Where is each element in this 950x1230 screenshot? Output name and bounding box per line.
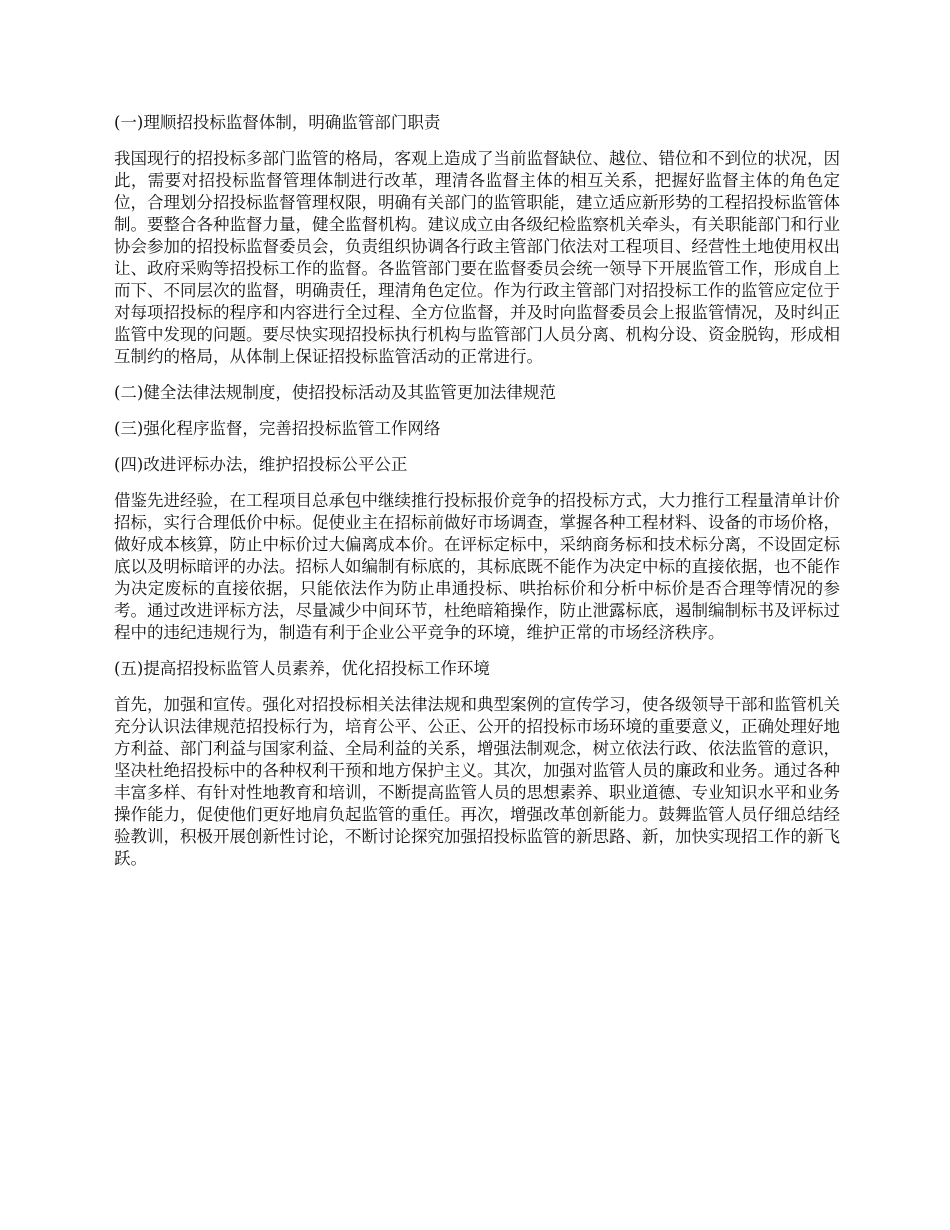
section-heading-1: (一)理顺招投标监督体制，明确监管部门职责 bbox=[114, 113, 441, 132]
section-heading-5: (五)提高招投标监管人员素养，优化招投标工作环境 bbox=[114, 659, 490, 678]
document-body bbox=[114, 112, 840, 884]
paragraph-3: 首先，加强和宣传。强化对招投标相关法律法规和典型案例的宣传学习，使各级领导干部和监管机关充分认识法律规范招投标行为，培育公平、公正、公开的招投标市场环境的重要意义，正确处理好地方利益、部门利益与国家利益、全局利益的关系，增强法制观念，树立依法行政、依法监管的意识，坚决杜绝招投标中的各种权利干预和地方保护主义。其次，加强对监管人员的廉政和业务。通过各种丰富多样、有针对性地教育和培训，不断提高监管人员的思想素养、职业道德、专业知识水平和业务操作能力，促使他们更好地肩负起监管的重任。再次，增强改革创新能力。鼓舞监管人员仔细总结经验教训，积极开展创新性讨论，不断讨论探究加强招投标监管的新思路、新，加快实现招工作的新飞跃。 bbox=[114, 695, 840, 868]
paragraph-2: 借鉴先进经验，在工程项目总承包中继续推行投标报价竞争的招投标方式，大力推行工程量清单计价招标，实行合理低价中标。促使业主在招标前做好市场调查，掌握各种工程材料、设备的市场价格，做好成本核算，防止中标价过大偏离成本价。在评标定标中，采纳商务标和技术标分离，不设固定标底以及明标暗评的办法。招标人如编制有标底的，其标底既不能作为决定中标的直接依据，也不能作为决定废标的直接依据，只能依法作为防止串通投标、哄抬标价和分析中标价是否合理等情况的参考。通过改进评标方法，尽量减少中间环节，杜绝暗箱操作，防止泄露标底，遏制编制标书及评标过程中的违纪违规行为，制造有利于企业公平竞争的环境，维护正常的市场经济秩序。 bbox=[114, 491, 840, 642]
section-heading-4: (四)改进评标办法，维护招投标公平公正 bbox=[114, 455, 408, 474]
section-heading-3: (三)强化程序监督，完善招投标监管工作网络 bbox=[114, 419, 441, 438]
paragraph-1: 我国现行的招投标多部门监管的格局，客观上造成了当前监督缺位、越位、错位和不到位的状况，因此，需要对招投标监督管理体制进行改革，理清各监督主体的相互关系，把握好监督主体的角色定位，合理划分招投标监督管理权限，明确有关部门的监管职能，建立适应新形势的工程招投标监管体制。要整合各种监督力量，健全监督机构。建议成立由各级纪检监察机关牵头，有关职能部门和行业协会参加的招投标监督委员会，负责组织协调各行政主管部门依法对工程项目、经营性土地使用权出让、政府采购等招投标工作的监督。各监管部门要在监督委员会统一领导下开展监管工作，形成自上而下、不同层次的监督，明确责任，理清角色定位。作为行政主管部门对招投标工作的监管应定位于对每项招投标的程序和内容进行全过程、全方位监督，并及时向监督委员会上报监管情况，及时纠正监管中发现的问题。要尽快实现招投标执行机构与监管部门人员分离、机构分设、资金脱钩，形成相互制约的格局，从体制上保证招投标监管活动的正常进行。 bbox=[114, 149, 840, 366]
section-heading-2: (二)健全法律法规制度，使招投标活动及其监管更加法律规范 bbox=[114, 383, 556, 402]
